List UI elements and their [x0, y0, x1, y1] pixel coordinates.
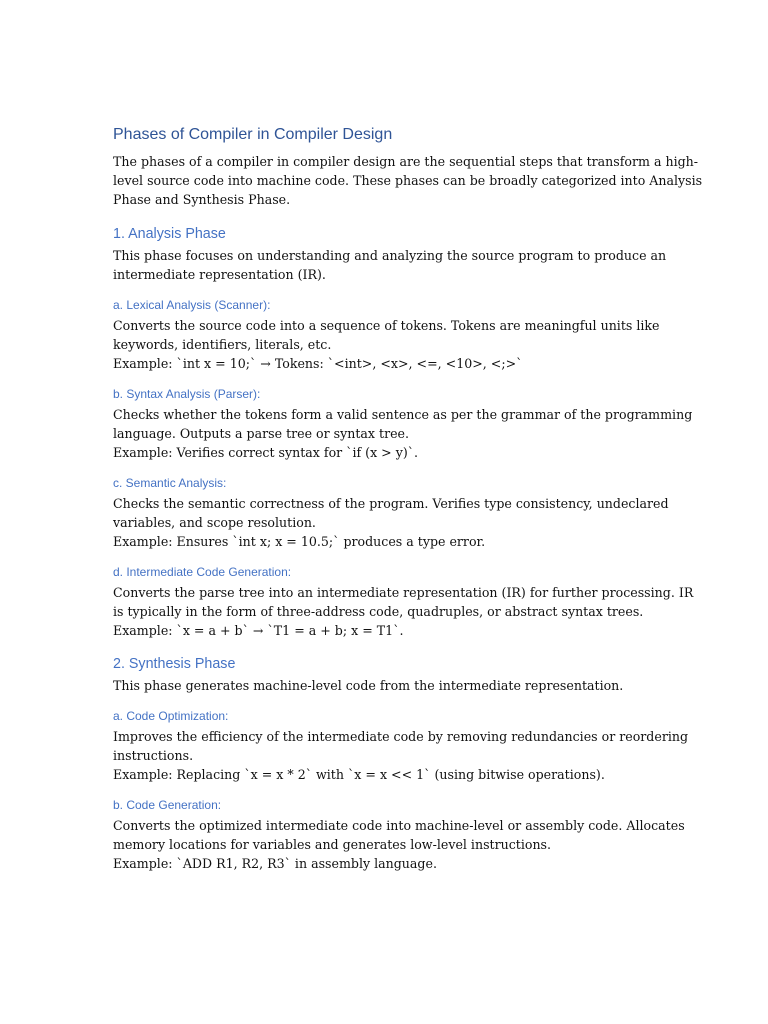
code-generation-heading: b. Code Generation:	[113, 798, 222, 812]
semantic-line: variables, and scope resolution.	[113, 515, 316, 530]
intro-paragraph	[113, 152, 703, 209]
optimization-line: instructions.	[113, 748, 194, 763]
intermediate-code-body	[113, 583, 694, 640]
syntax-analysis-body	[113, 405, 693, 462]
intermediate-line: is typically in the form of three-address code, quadruples, or abstract syntax trees.	[113, 604, 644, 619]
lexical-line: Converts the source code into a sequence of tokens. Tokens are meaningful units like	[113, 318, 660, 333]
optimization-line: Improves the efficiency of the intermediate code by removing redundancies or reordering	[113, 729, 689, 744]
synthesis-phase-heading: 2. Synthesis Phase	[113, 656, 236, 672]
intro-line: level source code into machine code. These phases can be broadly categorized into Analysis	[113, 173, 703, 188]
semantic-analysis-body	[113, 494, 669, 551]
code-optimization-heading: a. Code Optimization:	[113, 709, 229, 723]
syntax-line: Checks whether the tokens form a valid sentence as per the grammar of the programming	[113, 407, 693, 422]
generation-line: Converts the optimized intermediate code into machine-level or assembly code. Allocates	[113, 818, 685, 833]
semantic-example: Example: Ensures `int x; x = 10.5;` produces a type error.	[113, 534, 486, 549]
syntax-example: Example: Verifies correct syntax for `if (x > y)`.	[113, 445, 419, 460]
lexical-analysis-heading: a. Lexical Analysis (Scanner):	[113, 298, 271, 312]
intermediate-example: Example: `x = a + b` → `T1 = a + b; x = T1`.	[113, 623, 404, 638]
code-generation-body	[113, 816, 685, 873]
analysis-desc-line: This phase focuses on understanding and analyzing the source program to produce an	[113, 248, 667, 263]
document-title: Phases of Compiler in Compiler Design	[113, 126, 393, 143]
synthesis-phase-description	[113, 676, 658, 695]
lexical-analysis-body	[113, 316, 658, 373]
document-page	[113, 124, 703, 873]
analysis-desc-line: intermediate representation (IR).	[113, 267, 326, 282]
generation-example: Example: `ADD R1, R2, R3` in assembly language.	[113, 856, 437, 871]
syntax-line: language. Outputs a parse tree or syntax tree.	[113, 426, 410, 441]
intro-line: Phase and Synthesis Phase.	[113, 192, 291, 207]
lexical-example: Example: `int x = 10;` → Tokens: `<int>, <x>, <=, <10>, <;>`	[113, 356, 523, 371]
semantic-analysis-heading: c. Semantic Analysis:	[113, 476, 227, 490]
semantic-line: Checks the semantic correctness of the program. Verifies type consistency, undeclared	[113, 496, 669, 511]
intro-line: The phases of a compiler in compiler design are the sequential steps that transform a high-	[113, 154, 699, 169]
synthesis-desc-line: This phase generates machine-level code from the intermediate representation.	[113, 678, 624, 693]
code-optimization-body	[113, 727, 689, 784]
intermediate-line: Converts the parse tree into an intermediate representation (IR) for further processing. IR	[113, 585, 694, 600]
intermediate-code-heading: d. Intermediate Code Generation:	[113, 565, 292, 579]
analysis-phase-heading: 1. Analysis Phase	[113, 226, 226, 242]
generation-line: memory locations for variables and generates low-level instructions.	[113, 837, 552, 852]
analysis-phase-description	[113, 246, 667, 284]
syntax-analysis-heading: b. Syntax Analysis (Parser):	[113, 387, 261, 401]
lexical-line: keywords, identifiers, literals, etc.	[113, 337, 332, 352]
optimization-example: Example: Replacing `x = x * 2` with `x = x << 1` (using bitwise operations).	[113, 767, 605, 782]
